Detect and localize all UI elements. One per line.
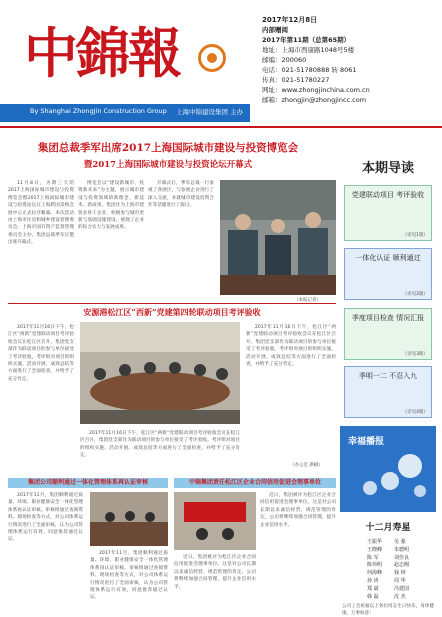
- masthead: [0, 0, 442, 123]
- birthday-heading: 十二月寿星: [365, 523, 411, 533]
- award-photo-icon: [174, 492, 256, 550]
- happy-news-label: 幸福播报: [348, 437, 385, 447]
- issue-date: 2017年12月8日: [262, 16, 318, 24]
- birthday-name: 陈伟明: [366, 562, 382, 569]
- podium-photo-icon: [220, 180, 336, 295]
- guide-item-4-page: （详见4版）: [402, 410, 428, 415]
- guide-item-1-page: （详见1版）: [402, 233, 428, 238]
- guide-item-3[interactable]: [344, 308, 432, 360]
- birthday-name: 周 华: [394, 577, 406, 584]
- birthday-row: [361, 578, 415, 586]
- birthday-row: [361, 586, 415, 594]
- happy-news-box: [340, 426, 436, 512]
- newspaper-title: 中錦報: [24, 21, 180, 85]
- birthday-name: 吴 强: [394, 539, 406, 545]
- bottom-left-title: 集团公司顺利通过一体化管理体系再认证审核: [27, 479, 148, 486]
- issue-phone: 电话：021-51780888 转 8061: [262, 66, 357, 74]
- birthday-name: 冯建国: [394, 585, 410, 592]
- guide-title: 本期导读: [361, 161, 414, 176]
- birthday-name: 何海峰: [366, 570, 382, 577]
- birthday-name: 沈 杰: [394, 593, 406, 600]
- lead-body-left: 11月8日，为期三天的2017上海国际城市建设与投资博览会暨2017上海国际城市建设与投资论坛在上海跨国采购会展中心正式拉开帷幕。本次活动由上海市住房和城乡建设管理委员会、上海市国有资产监督管理委员会主办，集团总裁季军应邀出席开幕式。: [8, 181, 74, 246]
- company-name-en: By Shanghai ZhongJin Construction Group: [30, 107, 167, 115]
- birthday-list: [340, 520, 436, 617]
- bottom-right-banner: [174, 478, 336, 488]
- article2-divider: [8, 303, 336, 304]
- guide-item-4[interactable]: [344, 366, 432, 418]
- masthead-divider: [0, 126, 442, 128]
- issue-website[interactable]: 网址：www.zhongjinchina.com.cn: [262, 86, 370, 94]
- issue-fax: 传真：021-51780227: [262, 76, 330, 84]
- birthday-name: 钱 林: [394, 570, 406, 577]
- article2-caption: （办公室 供稿）: [290, 463, 323, 468]
- birthday-name: 王振华: [366, 539, 382, 545]
- company-name-zh: 上海中锦建设集团 主办: [176, 108, 244, 116]
- bottom-right-photo: [174, 492, 256, 550]
- bottom-right-title: 中锦集团责任松江区企业合同信用促进会理事单位: [188, 479, 321, 486]
- birthday-name: 韩 磊: [366, 593, 379, 600]
- bottom-left-banner: [8, 478, 168, 488]
- guide-item-1[interactable]: [344, 185, 432, 241]
- article2-body-right: 2017年11月16日下午，松江区“两新”党建联动项目考评验收会议在松江区召开，集团党支部作为联动项目的参与单位接受了考评验收。考评组对项目的组织实施、活动开展、成效总结等方面进行了全面检查，并给予了充分肯定。: [246, 325, 336, 368]
- audit-photo-icon: [90, 492, 168, 546]
- bottom-right-body: 近日，集团被评为松江区企业合同信用促进会理事单位。这是对公司长期以来诚信经营、规范管理的肯定，公司将继续加强合同管理，提升企业信用水平。: [260, 493, 336, 528]
- birthday-name: 郑 斌: [366, 585, 379, 592]
- bottom-left-body: 2017年11月，集团顺利通过质量、环境、职业健康安全一体化管理体系再认证审核。审核组通过查阅资料、现场检查等方式，对公司体系运行情况进行了全面审核，认为公司管理体系运行有效，同意推荐通过认证。: [8, 493, 83, 543]
- issue-info: [262, 15, 437, 105]
- issue-address: 地址：上海市西康路1048号5楼: [262, 46, 355, 54]
- lead-headline: [0, 140, 336, 170]
- guide-item-2-text: 一体化认证 顺利通过: [355, 254, 421, 262]
- article2-photo: [80, 322, 240, 424]
- bottom-right-body-2: 近日，集团被评为松江区企业合同信用促进会理事单位。这是对公司长期以来诚信经营、规范管理的肯定，公司将继续加强合同管理，提升企业信用水平。: [174, 555, 256, 590]
- guide-item-4-text: 季明一二 不忍入九: [358, 372, 418, 380]
- lead-photo-caption: （本报记者）: [294, 298, 321, 303]
- birthday-row: [361, 539, 415, 547]
- guide-item-3-page: （详见3版）: [402, 352, 428, 357]
- birthday-name: 朱德明: [394, 546, 410, 553]
- issue-postcode: 邮编：200060: [262, 56, 307, 64]
- birthday-name: 刘佳良: [394, 554, 410, 561]
- birthday-table: [361, 539, 415, 601]
- guide-item-2[interactable]: [344, 248, 432, 300]
- birthday-row: [361, 547, 415, 555]
- bottom-left-body-2: 2017年11月，集团顺利通过质量、环境、职业健康安全一体化管理体系再认证审核。审核组通过查阅资料、现场检查等方式，对公司体系运行情况进行了全面审核，认为公司管理体系运行有效，同意推荐通过认证。: [90, 551, 168, 601]
- birthday-name: 赵志刚: [394, 562, 410, 569]
- birthday-name: 王晓峰: [366, 546, 382, 553]
- lead-body-mid: 博览会以“建设新城市、投资新未来”为主题，展示城市建设与投资领域的新理念、新技术、新成果。集团作为上海市建筑业骨干企业，积极参与城市更新与基础设施建设，展现了企业的综合实力与发展成果。: [78, 181, 144, 231]
- issue-email[interactable]: 邮箱：zhongjin@zhongjincc.com: [262, 96, 367, 104]
- guide-item-2-page: （详见2版）: [402, 292, 428, 297]
- article2-body-bottom: 2017年11月16日下午，松江区“两新”党建联动项目考评验收会议在松江区召开，集团党支部作为联动项目的参与单位接受了考评验收。考评组对项目的组织实施、活动开展、成效总结等方面进行了全面检查，并给予了充分肯定。: [80, 431, 240, 459]
- bottom-left-photo: [90, 492, 168, 546]
- article2-body-left: 2017年11月16日下午，松江区“两新”党建联动项目考评验收会议在松江区召开，集团党支部作为联动项目的参与单位接受了考评验收。考评组对项目的组织实施、活动开展、成效总结等方面进行了全面检查，并给予了充分肯定。: [8, 325, 74, 382]
- lead-body-right: 开幕式后，季军总裁一行参观了各展区，与参展企业进行了深入交流，并就城市建设投资合作等话题进行了探讨。: [148, 181, 214, 209]
- issue-number: 2017年第11期（总第65期）: [262, 36, 351, 44]
- guide-item-3-text: 季度项目检查 情况汇报: [351, 314, 425, 322]
- birthday-name: 陈 军: [366, 554, 379, 561]
- company-logo-icon: [198, 44, 226, 72]
- birthday-row: [361, 594, 415, 602]
- flower-decoration-icon: [340, 426, 436, 512]
- issue-internal: 内部赠阅: [262, 26, 288, 34]
- article2-title: 安源港松江区“西新”党建第四轮联动项目考评验收: [83, 307, 261, 317]
- masthead-banner: [0, 104, 250, 122]
- meeting-photo-icon: [80, 322, 240, 424]
- birthday-name: 孙 涛: [366, 577, 379, 584]
- lead-title: 集团总裁季军出席2017上海国际城市建设与投资博览会: [37, 142, 299, 154]
- guide-item-1-text: 党建联动项目 考评验收: [351, 191, 425, 199]
- lead-photo: [220, 180, 336, 295]
- birthday-footer: 公司工会祝福以上各位同志生日快乐，身体健康，万事如意！: [342, 604, 434, 616]
- lead-subtitle: 暨2017上海国际城市建设与投资论坛开幕式: [83, 160, 253, 170]
- birthday-row: [361, 570, 415, 578]
